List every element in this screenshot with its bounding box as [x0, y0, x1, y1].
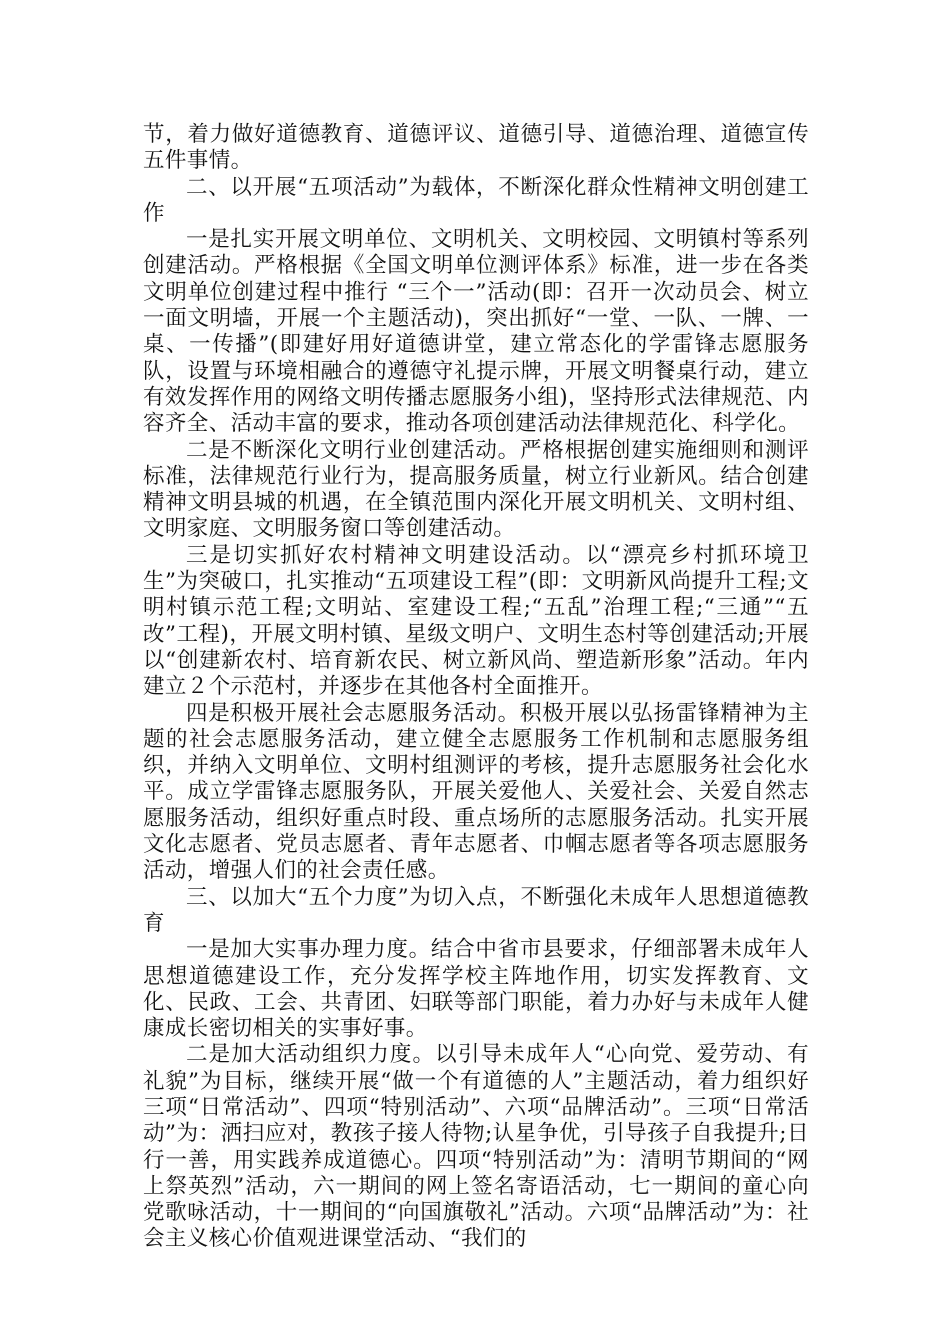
section-heading-three: 三、以加大“五个力度”为切入点，不断强化未成年人思想道德教育: [143, 884, 809, 936]
document-page: [143, 122, 809, 1253]
paragraph-practical-matters: 一是加大实事办理力度。结合中省市县要求，仔细部署未成年人思想道德建设工作，充分发挥学校主阵地作用，切实发挥教育、文化、民政、工会、共青团、妇联等部门职能，着力办好与未成年人健康成长密切相关的实事好事。: [143, 937, 809, 1042]
paragraph-civilized-units: 一是扎实开展文明单位、文明机关、文明校园、文明镇村等系列创建活动。严格根据《全国文明单位测评体系》标准，进一步在各类文明单位创建过程中推行 “三个一”活动(即：召开一次动员会、树立一面文明墙，开展一个主题活动)，突出抓好“一堂、一队、一牌、一桌、一传播”(即建好用好道德讲堂，建立常态化的学雷锋志愿服务队，设置与环境相融合的遵德守礼提示牌，开展文明餐桌行动，建立有效发挥作用的网络文明传播志愿服务小组)，坚持形式法律规范、内容齐全、活动丰富的要求，推动各项创建活动法律规范化、科学化。: [143, 227, 809, 437]
section-heading-two: 二、以开展“五项活动”为载体，不断深化群众性精神文明创建工作: [143, 174, 809, 226]
paragraph-volunteer-service: 四是积极开展社会志愿服务活动。积极开展以弘扬雷锋精神为主题的社会志愿服务活动，建立健全志愿服务工作机制和志愿服务组织，并纳入文明单位、文明村组测评的考核，提升志愿服务社会化水平。成立学雷锋志愿服务队，开展关爱他人、关爱社会、关爱自然志愿服务活动，组织好重点时段、重点场所的志愿服务活动。扎实开展文化志愿者、党员志愿者、青年志愿者、巾帼志愿者等各项志愿服务活动，增强人们的社会责任感。: [143, 700, 809, 884]
paragraph-civilized-industries: 二是不断深化文明行业创建活动。严格根据创建实施细则和测评标准，法律规范行业行为，提高服务质量，树立行业新风。结合创建精神文明县城的机遇，在全镇范围内深化开展文明机关、文明村组、文明家庭、文明服务窗口等创建活动。: [143, 437, 809, 542]
paragraph-rural-civilization: 三是切实抓好农村精神文明建设活动。以“漂亮乡村抓环境卫生”为突破口，扎实推动“五项建设工程”(即：文明新风尚提升工程;文明村镇示范工程;文明站、室建设工程;“五乱”治理工程;“三通”“五改”工程)，开展文明村镇、星级文明户、文明生态村等创建活动;开展以“创建新农村、培育新农民、树立新风尚、塑造新形象”活动。年内建立２个示范村，并逐步在其他各村全面推开。: [143, 542, 809, 700]
paragraph-continuation: 节，着力做好道德教育、道德评议、道德引导、道德治理、道德宣传五件事情。: [143, 122, 809, 174]
paragraph-activity-organization: 二是加大活动组织力度。以引导未成年人“心向党、爱劳动、有礼貌”为目标，继续开展“做一个有道德的人”主题活动，着力组织好三项“日常活动”、四项“特别活动”、六项“品牌活动”。三项“日常活动”为：洒扫应对，教孩子接人待物;认星争优，引导孩子自我提升;日行一善，用实践养成道德心。四项“特别活动”为：清明节期间的“网上祭英烈”活动，六一期间的网上签名寄语活动，七一期间的童心向党歌咏活动，十一期间的“向国旗敬礼”活动。六项“品牌活动”为：社会主义核心价值观进课堂活动、“我们的: [143, 1042, 809, 1252]
